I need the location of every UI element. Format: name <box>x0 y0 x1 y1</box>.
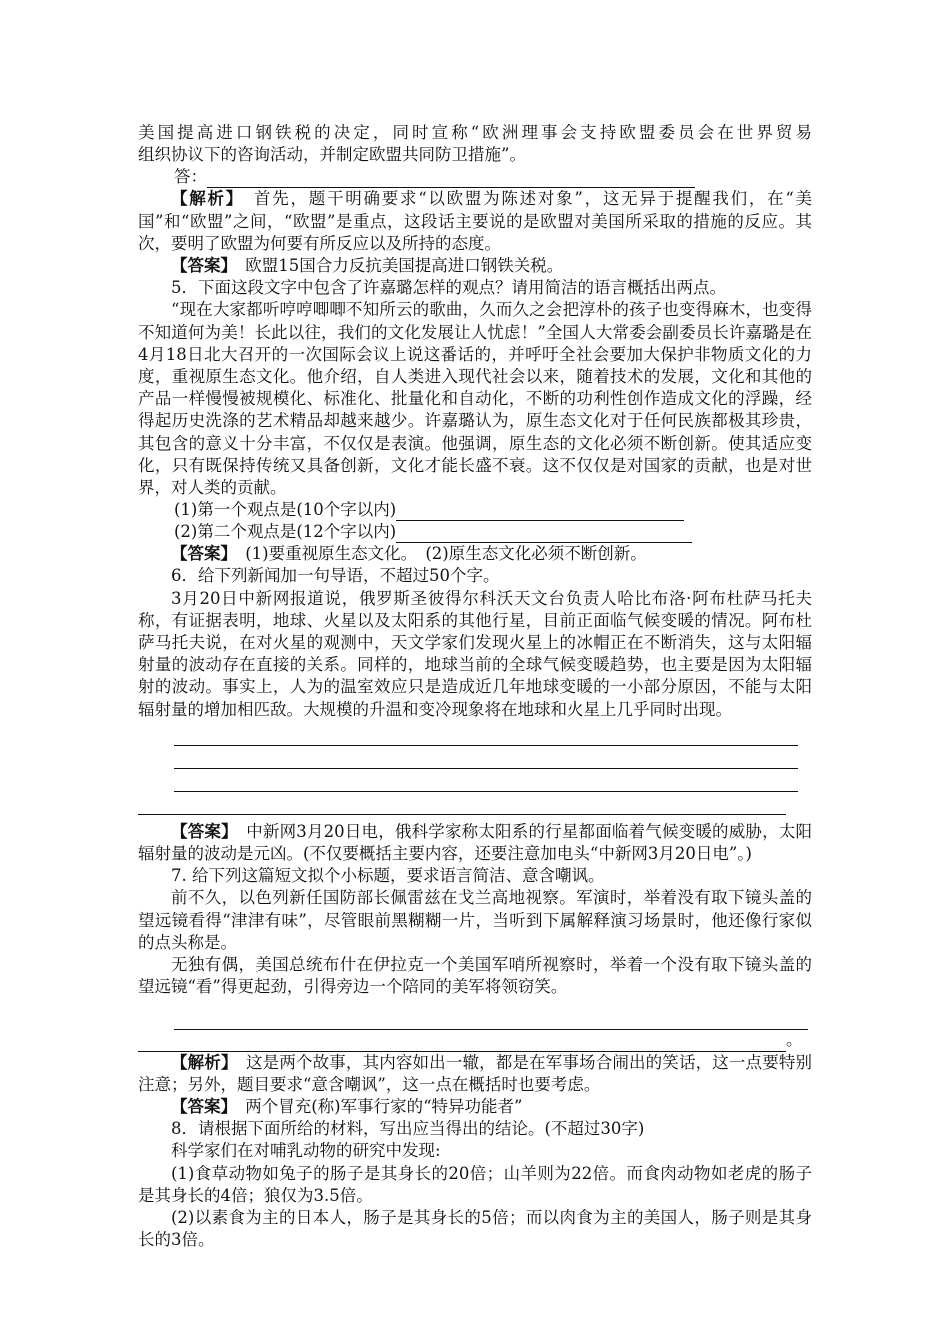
q6-answer <box>138 821 812 865</box>
q5-item1-row <box>138 499 812 521</box>
q7-analysis <box>138 1052 812 1096</box>
q7-answer-text: 两个冒充(称)军事行家的“特异功能者” <box>228 1096 523 1116</box>
q5-passage: “现在大家都听哼哼唧唧不知所云的歌曲，久而久之会把淳朴的孩子也变得麻木，也变得不知道何为美！长此以往，我们的文化发展让人忧虑！”全国人大常委会副委员长许嘉璐是在4月18日北大召开的一次国际会议上说这番话的，并呼吁全社会要加大保护非物质文化的力度，重视原生态文化。他介绍，自人类进入现代社会以来，随着技术的发展，文化和其他的产品一样慢慢被规模化、标准化、批量化和自动化，不断的功利性创作造成文化的浮躁，经得起历史洗涤的艺术精品却越来越少。许嘉璐认为，原生态文化对于任何民族都极其珍贵，其包含的意义十分丰富，不仅仅是表演。他强调，原生态的文化必须不断创新。使其适应变化，只有既保持传统又具备创新，文化才能长盛不衰。这不仅仅是对国家的贡献，也是对世界，对人类的贡献。 <box>138 300 812 498</box>
q4-analysis-text: 首先，题干明确要求“以欧盟为陈述对象”，这无异于提醒我们，在“美国”和“欧盟”之间，“欧盟”是重点，这段话主要说的是欧盟对美国所采取的措施的反应。其次，要明了欧盟为何要有所反应以及所持的态度。 <box>138 189 813 253</box>
q4-answer-label: 答： <box>174 167 207 187</box>
analysis-tag: 【解析】 <box>171 1052 230 1072</box>
q6-answer-blank-2[interactable] <box>174 746 798 769</box>
q5-item2-row <box>138 521 812 543</box>
q6-passage: 3月20日中新网报道说，俄罗斯圣彼得尔科沃天文台负责人哈比布洛·阿布杜萨马托夫称，有证据表明，地球、火星以及太阳系的其他行星，目前正面临气候变暖的情况。阿布杜萨马托夫说，在对火星的观测中，天文学家们发现火星上的冰帽正在不断消失，这与太阳辐射量的波动存在直接的关系。同样的，地球当前的全球气候变暖趋势，也主要是因为太阳辐射的波动。事实上，人为的温室效应只是造成近几年地球变暖的一小部分原因，不能与太阳辐射量的增加相匹敌。大规模的升温和变冷现象将在地球和火星上几乎同时出现。 <box>138 588 812 719</box>
q5-answer-text: (1)要重视原生态文化。 (2)原生态文化必须不断创新。 <box>228 544 647 564</box>
answer-tag: 【答案】 <box>171 821 230 841</box>
q5-item2-blank[interactable] <box>396 526 692 543</box>
document-page <box>138 122 812 1251</box>
q6-answer-blank-3[interactable] <box>174 769 798 792</box>
answer-tag: 【答案】 <box>171 1096 229 1116</box>
q4-answer <box>138 255 812 277</box>
q7-answer-blank-2[interactable] <box>138 1035 786 1052</box>
q6-answer-blank-1[interactable] <box>174 723 798 746</box>
q7-para1: 前不久，以色列新任国防部长佩雷兹在戈兰高地视察。军演时，举着没有取下镜头盖的望远镜看得“津津有味”，尽管眼前黑糊糊一片，当听到下属解释演习场景时，他还像行家似的点头称是。 <box>138 888 812 952</box>
q4-answer-text: 欧盟15国合力反抗美国提高进口钢铁关税。 <box>228 256 564 276</box>
q7-answer-row-2 <box>138 1030 812 1052</box>
q8-prompt: 8．请根据下面所给的材料，写出应当得出的结论。(不超过30字) <box>171 1119 645 1139</box>
q7-para2: 无独有偶，美国总统布什在伊拉克一个美国军哨所视察时，举着一个没有取下镜头盖的望远镜“看”得更起劲，引得旁边一个陪同的美军将领窃笑。 <box>138 955 812 997</box>
answer-tag: 【答案】 <box>171 544 229 564</box>
q8-item2: (2)以素食为主的日本人，肠子是其身长的5倍；而以肉食为主的美国人，肠子则是其身长的3倍。 <box>138 1207 812 1250</box>
q5-item1-blank[interactable] <box>396 504 684 521</box>
q8-intro: 科学家们在对哺乳动物的研究中发现: <box>171 1141 441 1161</box>
analysis-tag: 【解析】 <box>171 189 236 209</box>
q4-answer-row <box>138 166 812 188</box>
q4-text-line2: 组织协议下的咨询活动，并制定欧盟共同防卫措施”。 <box>138 145 526 165</box>
q6-answer-blank-4[interactable] <box>138 792 786 815</box>
q5-answer <box>138 543 812 565</box>
q5-item1-label: (1)第一个观点是(10个字以内) <box>174 500 397 520</box>
q7-answer-blank-1[interactable] <box>174 1007 808 1030</box>
q4-text-line1: 美国提高进口钢铁税的决定，同时宣称“欧洲理事会支持欧盟委员会在世界贸易 <box>138 123 812 142</box>
q6-prompt: 6．给下列新闻加一句导语，不超过50个字。 <box>171 566 500 586</box>
q5-item2-label: (2)第二个观点是(12个字以内) <box>174 522 397 542</box>
q7-analysis-text: 这是两个故事，其内容如出一辙，都是在军事场合闹出的笑话，这一点要特别注意；另外，题目要求“意含嘲讽”，这一点在概括时也要考虑。 <box>138 1052 813 1094</box>
q7-end-mark: 。 <box>786 1030 803 1050</box>
q5-prompt: 5．下面这段文字中包含了许嘉璐怎样的观点？请用简洁的语言概括出两点。 <box>171 278 726 298</box>
q7-prompt: 7. 给下列这篇短文拟个小标题，要求语言简洁、意含嘲讽。 <box>171 866 605 886</box>
q7-answer <box>138 1096 812 1118</box>
answer-tag: 【答案】 <box>171 256 229 276</box>
q4-analysis <box>138 188 812 255</box>
q8-item1: (1)食草动物如兔子的肠子是其身长的20倍；山羊则为22倍。而食肉动物如老虎的肠子是其身长的4倍；狼仅为3.5倍。 <box>138 1163 812 1205</box>
q6-answer-text: 中新网3月20日电，俄科学家称太阳系的行星都面临着气候变暖的威胁，太阳辐射量的波动是元凶。(不仅要概括主要内容，还要注意加电头“中新网3月20日电”。) <box>138 821 812 864</box>
q4-answer-blank[interactable] <box>207 171 695 188</box>
